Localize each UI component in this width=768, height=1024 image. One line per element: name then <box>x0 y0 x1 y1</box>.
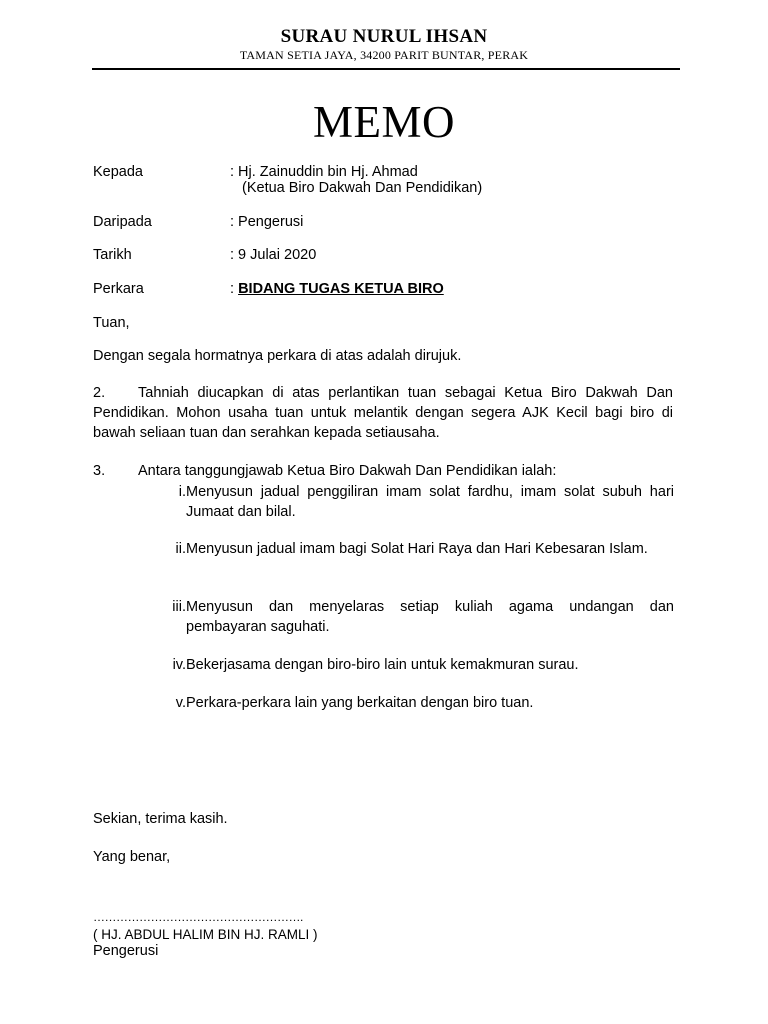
kepada-position: (Ketua Biro Dakwah Dan Pendidikan) <box>242 180 483 196</box>
list-item <box>150 597 674 637</box>
kepada-value: : Hj. Zainuddin bin Hj. Ahmad <box>230 164 418 180</box>
tarikh-label: Tarikh <box>93 247 132 263</box>
header-divider <box>92 68 680 70</box>
signatory-name: ( HJ. ABDUL HALIM BIN HJ. RAMLI ) <box>93 927 318 942</box>
paragraph-2 <box>93 383 673 443</box>
organization-name: SURAU NURUL IHSAN <box>280 26 488 47</box>
paragraph-2-number: 2. <box>93 385 106 401</box>
list-item-text: Bekerjasama dengan biro-biro lain untuk kemakmuran surau. <box>186 657 579 673</box>
paragraph-2-text: Tahniah diucapkan di atas perlantikan tuan sebagai Ketua Biro Dakwah Dan Pendidikan. Mohon usaha tuan untuk melantik dengan segera AJK Kecil bagi biro di bawah seliaan tuan dan serahkan kepada setiausaha. <box>93 385 673 441</box>
list-item-number: v. <box>175 695 186 711</box>
list-item-text: Menyusun dan menyelaras setiap kuliah agama undangan dan pembayaran saguhati. <box>186 599 674 635</box>
signatory-position: Pengerusi <box>93 943 159 959</box>
organization-address: TAMAN SETIA JAYA, 34200 PARIT BUNTAR, PERAK <box>239 48 529 62</box>
paragraph-3-text: Antara tanggungjawab Ketua Biro Dakwah Dan Pendidikan ialah: <box>138 463 557 479</box>
perkara-value: BIDANG TUGAS KETUA BIRO <box>238 281 444 297</box>
paragraph-3-number: 3. <box>93 463 106 479</box>
list-item-number: i. <box>178 484 186 500</box>
memo-title: MEMO <box>312 97 455 147</box>
opening-paragraph: Dengan segala hormatnya perkara di atas adalah dirujuk. <box>93 348 462 364</box>
salutation: Tuan, <box>93 315 130 331</box>
tarikh-value: : 9 Julai 2020 <box>230 247 317 263</box>
list-item <box>150 693 674 713</box>
list-item-number: iii. <box>172 599 186 615</box>
list-item-number: iv. <box>172 657 186 673</box>
closing-thanks: Sekian, terima kasih. <box>93 811 228 827</box>
paragraph-3 <box>93 461 673 481</box>
perkara-field <box>230 281 444 298</box>
daripada-label: Daripada <box>93 214 152 230</box>
perkara-colon: : <box>230 281 239 297</box>
list-item-text: Perkara-perkara lain yang berkaitan dengan biro tuan. <box>186 695 534 711</box>
list-item-text: Menyusun jadual imam bagi Solat Hari Raya dan Hari Kebesaran Islam. <box>186 541 648 557</box>
perkara-label: Perkara <box>93 281 144 297</box>
list-item <box>150 539 674 559</box>
signature-line: ………………………………………………. <box>93 910 303 924</box>
kepada-label: Kepada <box>93 164 143 180</box>
list-item-number: ii. <box>175 541 186 557</box>
daripada-value: : Pengerusi <box>230 214 304 230</box>
list-item <box>150 655 674 675</box>
closing-regards: Yang benar, <box>93 849 171 865</box>
list-item-text: Menyusun jadual penggiliran imam solat fardhu, imam solat subuh hari Jumaat dan bilal. <box>186 484 674 520</box>
list-item <box>150 482 674 522</box>
